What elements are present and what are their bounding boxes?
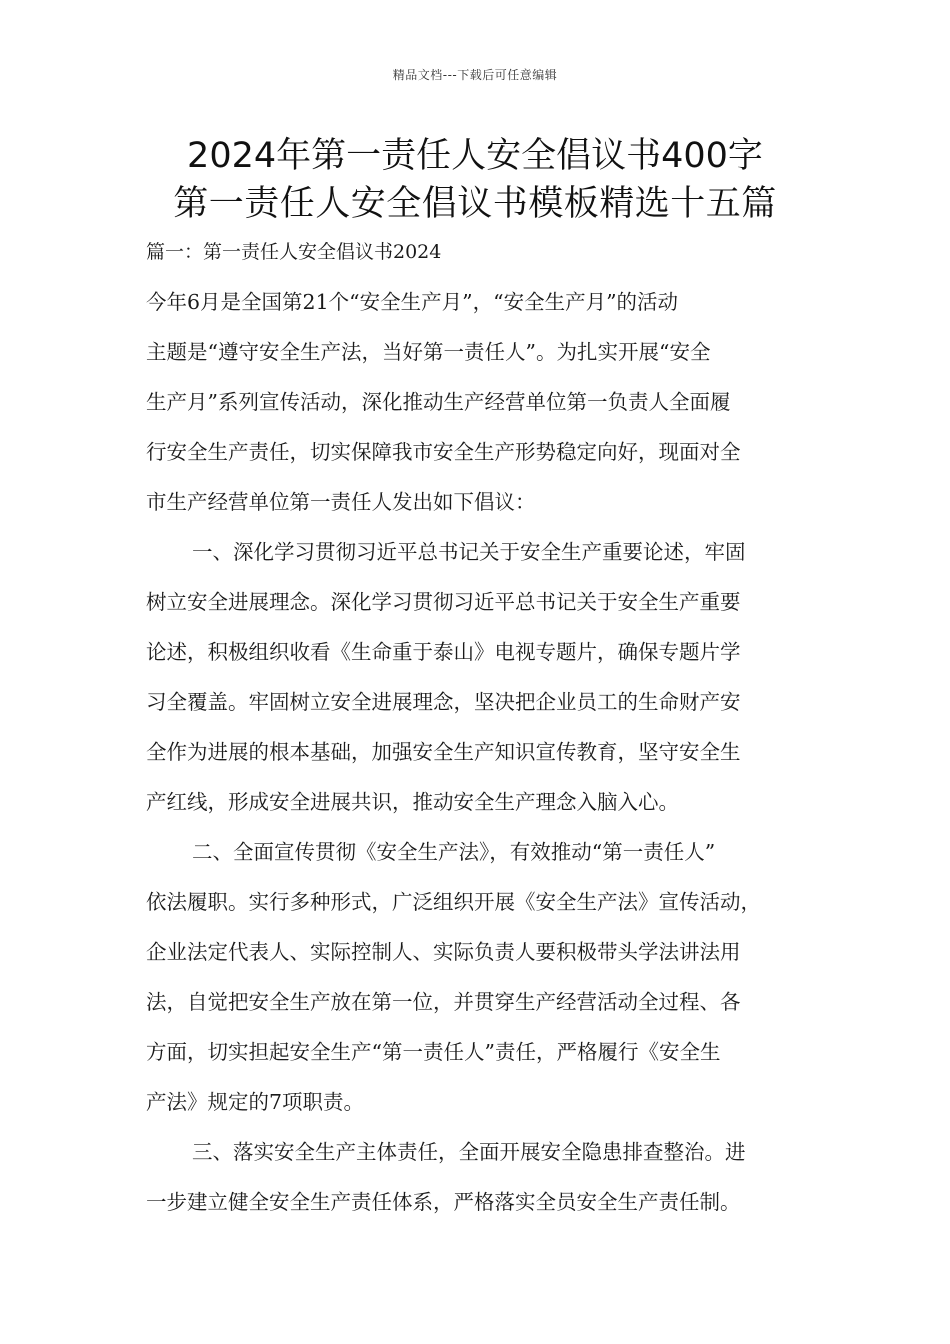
body-line: 依法履职。实行多种形式，广泛组织开展《安全生产法》宣传活动， bbox=[146, 890, 761, 914]
body-line: 方面，切实担起安全生产“第一责任人”责任，严格履行《安全生 bbox=[146, 1040, 721, 1064]
body-line: 市生产经营单位第一责任人发出如下倡议： bbox=[146, 490, 536, 514]
body-line: 论述，积极组织收看《生命重于泰山》电视专题片，确保专题片学 bbox=[146, 640, 741, 664]
body-line: 主题是“遵守安全生产法，当好第一责任人”。为扎实开展“安全 bbox=[146, 340, 711, 364]
document-title-line-1: 2024年第一责任人安全倡议书400字 bbox=[187, 136, 763, 176]
header-note: 精品文档---下载后可任意编辑 bbox=[392, 68, 558, 82]
body-line: 树立安全进展理念。深化学习贯彻习近平总书记关于安全生产重要 bbox=[146, 590, 741, 614]
body-line: 全作为进展的根本基础，加强安全生产知识宣传教育，坚守安全生 bbox=[146, 740, 741, 764]
body-line: 行安全生产责任，切实保障我市安全生产形势稳定向好，现面对全 bbox=[146, 440, 741, 464]
body-line: 生产月”系列宣传活动，深化推动生产经营单位第一负责人全面履 bbox=[146, 390, 731, 414]
body-line: 三、落实安全生产主体责任，全面开展安全隐患排查整治。进 bbox=[192, 1140, 746, 1164]
section-heading: 篇一：第一责任人安全倡议书2024 bbox=[146, 241, 442, 263]
body-line: 企业法定代表人、实际控制人、实际负责人要积极带头学法讲法用 bbox=[146, 940, 741, 964]
body-line: 二、全面宣传贯彻《安全生产法》，有效推动“第一责任人” bbox=[192, 840, 716, 864]
body-line: 今年6月是全国第21个“安全生产月”，“安全生产月”的活动 bbox=[146, 290, 679, 314]
body-line: 法，自觉把安全生产放在第一位，并贯穿生产经营活动全过程、各 bbox=[146, 990, 741, 1014]
body-line: 一步建立健全安全生产责任体系，严格落实全员安全生产责任制。 bbox=[146, 1190, 741, 1214]
body-line: 产红线，形成安全进展共识，推动安全生产理念入脑入心。 bbox=[146, 790, 679, 814]
body-line: 一、深化学习贯彻习近平总书记关于安全生产重要论述，牢固 bbox=[192, 540, 746, 564]
body-line: 习全覆盖。牢固树立安全进展理念，坚决把企业员工的生命财产安 bbox=[146, 690, 741, 714]
document-title-line-2: 第一责任人安全倡议书模板精选十五篇 bbox=[173, 184, 777, 224]
body-line: 产法》规定的7项职责。 bbox=[146, 1090, 365, 1114]
